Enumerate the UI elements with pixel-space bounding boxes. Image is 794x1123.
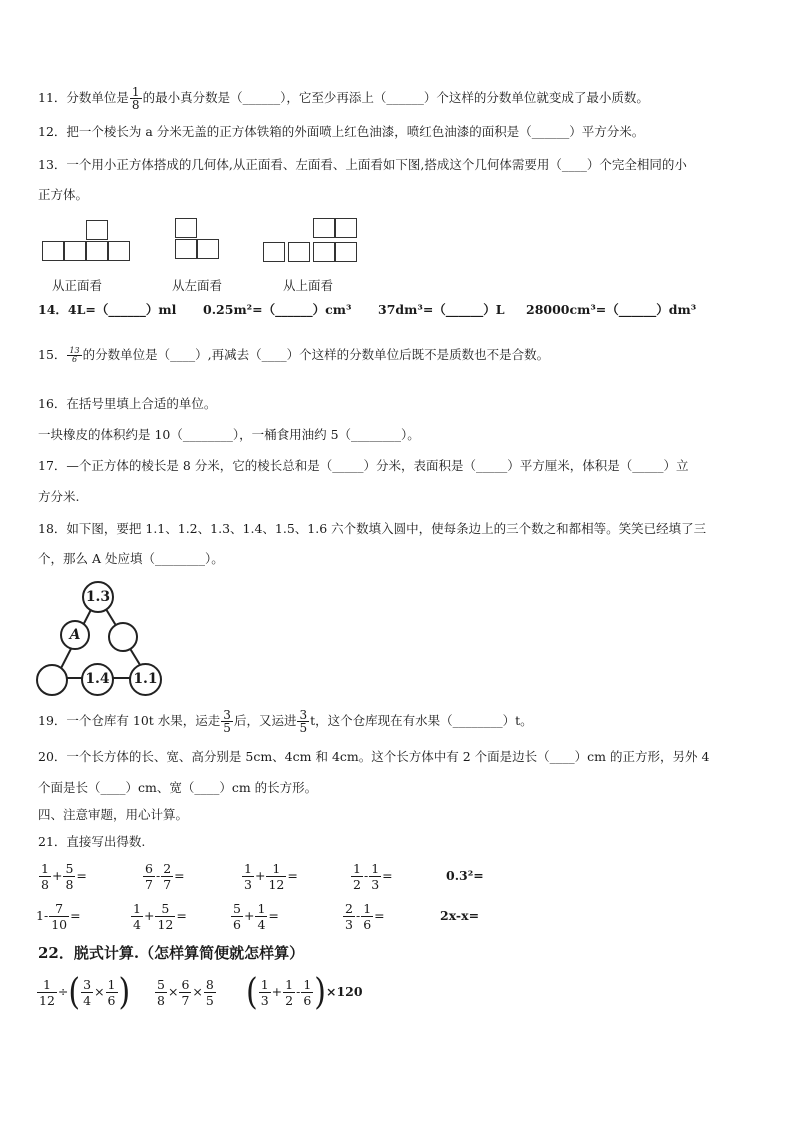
q15-fraction-den: 6 [71,355,78,364]
q14-c: 37dm³=（______）L [378,302,505,317]
q22e1-b: 12 [39,993,55,1008]
q21-r2-expr-4 [342,896,385,936]
q19-mid: 后，又运进 [233,713,297,728]
question-18-line2: 个，那么 A 处应填（________）。 [38,551,224,566]
question-16-line2: 一块橡皮的体积约是 10（________），一桶食用油约 5（________）。 [38,427,420,442]
q21-r1-expr-3 [241,856,298,896]
q22e3-tail: ×120 [326,984,363,999]
q21-r2e4-b: 3 [345,917,353,932]
q21-r1-expr-4 [350,856,393,896]
q22e1-div: ÷ [57,984,69,999]
q11-number: 11． [38,90,67,105]
q21-r1e4-d: 3 [371,877,380,892]
question-16-line1: 16．在括号里填上合适的单位。 [38,396,217,411]
q21-r1-expr-5: 0.3²= [446,868,484,883]
q21-r1e3-eq: = [287,868,298,883]
circle-mid-right [108,622,138,652]
q21-r2e2-d: 12 [157,917,174,932]
q22e2-a: 5 [157,977,165,992]
question-15 [38,346,549,364]
left-paren: ( [246,970,258,1013]
question-11 [38,86,649,111]
q21-r2e2-b: 4 [133,917,141,932]
q19-f1-den: 5 [223,721,231,735]
question-21-title: 21．直接写出得数. [38,834,146,849]
q22e1-x: × [94,984,105,999]
question-19 [38,708,533,734]
circle-top: 1.3 [82,581,114,613]
q21-r2e3-a: 5 [233,901,241,916]
q21-r1e2-c: 2 [163,861,172,876]
circle-a: A [60,620,90,650]
q22e3-d: 2 [285,993,294,1008]
q22-expr-2 [154,972,217,1012]
q21-r2e1-eq: = [70,908,81,923]
q21-r1e3-b: 3 [244,877,252,892]
q21-r2e2-c: 5 [155,901,175,917]
q22e1-e: 1 [107,977,116,992]
right-paren: ) [118,970,131,1013]
q21-r1e2-d: 7 [163,877,172,892]
q21-r2e1-pre: 1- [36,908,49,923]
q21-r2e2-op: + [143,908,155,923]
question-17-line2: 方分米. [38,489,80,504]
q22e3-a: 1 [260,977,269,992]
q21-r2e1-n: 7 [49,901,69,917]
q21-r1e4-eq: = [382,868,393,883]
q22e1-c: 3 [83,977,92,992]
q21-r1e3-c: 1 [266,861,286,877]
q14-a: 14．4L=（______）ml [38,302,177,317]
q21-r2-expr-1 [36,896,81,936]
q15-fraction-num: 13 [69,346,80,355]
q22e2-b: 8 [157,993,165,1008]
q21-r1e4-b: 2 [353,877,361,892]
q21-r2e4-a: 2 [345,901,353,916]
q21-r2e4-eq: = [374,908,385,923]
q14-d: 28000cm³=（______）dm³ [526,302,697,317]
q22e1-f: 6 [107,993,116,1008]
question-13-line1: 13．一个用小正方体搭成的几何体,从正面看、左面看、上面看如下图,搭成这个几何体需要用（____）个完全相同的小 [38,157,687,172]
question-22-title: 22．脱式计算.（怎样算简便就怎样算） [38,944,305,962]
q21-r1e3-op: + [254,868,266,883]
circle-bottom-right: 1.1 [129,663,162,696]
top-view-figure [263,218,363,266]
circle-bottom-left [36,664,68,696]
question-20-line2: 个面是长（____）cm、宽（____）cm 的长方形。 [38,780,318,795]
q22-expr-3 [246,972,363,1012]
q19-f2-den: 5 [299,721,308,735]
q21-r1e3-d: 12 [268,877,285,892]
q11-fraction-den: 8 [131,98,140,112]
q21-r1e1-c: 5 [65,861,74,876]
question-20-line1: 20．一个长方体的长、宽、高分别是 5cm、4cm 和 4cm。这个长方体中有 2 个面是边长（____）cm 的正方形，另外 4 [38,749,710,764]
q21-r1e1-a: 1 [41,861,49,876]
q22e2-c: 6 [181,977,190,992]
section-4-title: 四、注意审题，用心计算。 [38,807,189,822]
q15-fraction [67,347,81,364]
q22e3-p2: - [296,984,301,999]
q11-pre: 分数单位是 [66,90,129,105]
circle-bottom-mid: 1.4 [81,663,114,696]
q22e3-p1: + [271,984,283,999]
q21-r2e3-d: 4 [257,917,266,932]
q19-f1-num: 3 [223,708,231,722]
q22e2-x2: × [192,984,203,999]
q19-f2-num: 3 [299,708,308,722]
q21-r1e1-eq: = [76,868,87,883]
q21-r2e1-d: 10 [51,917,68,932]
q11-fraction-num: 1 [131,85,140,99]
q21-r2e2-a: 1 [133,901,141,916]
q22e2-x1: × [167,984,179,999]
q22e3-b: 3 [260,993,269,1008]
q22e2-f: 5 [205,993,214,1008]
question-12: 12．把一个棱长为 a 分米无盖的正方体铁箱的外面喷上红色油漆，喷红色油漆的面积是（______）平方分米。 [38,124,645,139]
q22e2-e: 8 [205,977,214,992]
left-view-caption: 从左面看 [172,278,223,293]
q22e1-d: 4 [83,993,92,1008]
question-13-line2: 正方体。 [38,187,89,202]
q21-r2-expr-5: 2x-x= [440,908,480,923]
left-paren: ( [68,970,81,1013]
q21-r2e3-op: + [243,908,255,923]
front-view-figure [42,220,132,266]
q21-r1-expr-2 [142,856,185,896]
q21-r2e3-b: 6 [233,917,241,932]
right-paren: ) [314,970,327,1013]
top-view-caption: 从上面看 [283,278,334,293]
q21-r2e4-op: - [355,908,361,923]
q11-post: 的最小真分数是（______），它至少再添上（______）个这样的分数单位就变成了最小质数。 [142,90,649,105]
q21-r1-expr-1 [38,856,87,896]
q21-r2e3-c: 1 [257,901,266,916]
left-view-figure [175,218,235,264]
q15-number: 15． [38,347,67,362]
q22e3-c: 1 [285,977,294,992]
q21-r2-expr-2 [130,896,187,936]
q22e3-e: 1 [303,977,312,992]
question-17-line1: 17．—个正方体的棱长是 8 分米，它的棱长总和是（_____）分米，表面积是（_____）平方厘米，体积是（_____）立 [38,458,689,473]
q21-r1e4-c: 1 [371,861,380,876]
q11-fraction [130,86,142,111]
q14-b: 0.25m²=（______）cm³ [203,302,352,317]
q22e1-a: 1 [37,977,57,993]
q21-r1e2-op: - [155,868,161,883]
q21-r1e1-op: + [51,868,63,883]
q21-r2e2-eq: = [176,908,187,923]
q21-r1e3-a: 1 [244,861,252,876]
q21-r1e2-b: 7 [145,877,153,892]
q21-r2-expr-3 [230,896,279,936]
q21-r1e1-d: 8 [65,877,74,892]
front-view-caption: 从正面看 [52,278,103,293]
q21-r1e4-a: 1 [353,861,361,876]
q21-r2e3-eq: = [268,908,279,923]
q19-fraction-1 [221,709,233,734]
q21-r1e4-op: - [363,868,369,883]
q22e2-d: 7 [181,993,190,1008]
q21-r1e2-eq: = [174,868,185,883]
q19-post: t，这个仓库现在有水果（________）t。 [310,713,533,728]
question-14 [38,301,176,319]
q19-fraction-2 [297,709,309,734]
q21-r2e4-c: 1 [363,901,372,916]
question-18-line1: 18．如下图，要把 1.1、1.2、1.3、1.4、1.5、1.6 六个数填入圆中，使每条边上的三个数之和都相等。笑笑已经填了三 [38,521,707,536]
q21-r1e1-b: 8 [41,877,49,892]
q21-r2e4-d: 6 [363,917,372,932]
q21-r1e2-a: 6 [145,861,153,876]
q19-pre: 19．一个仓库有 10t 水果，运走 [38,713,221,728]
q22e3-f: 6 [303,993,312,1008]
q22-expr-1 [36,972,130,1012]
q15-post: 的分数单位是（____）,再减去（____）个这样的分数单位后既不是质数也不是合数。 [82,347,550,362]
